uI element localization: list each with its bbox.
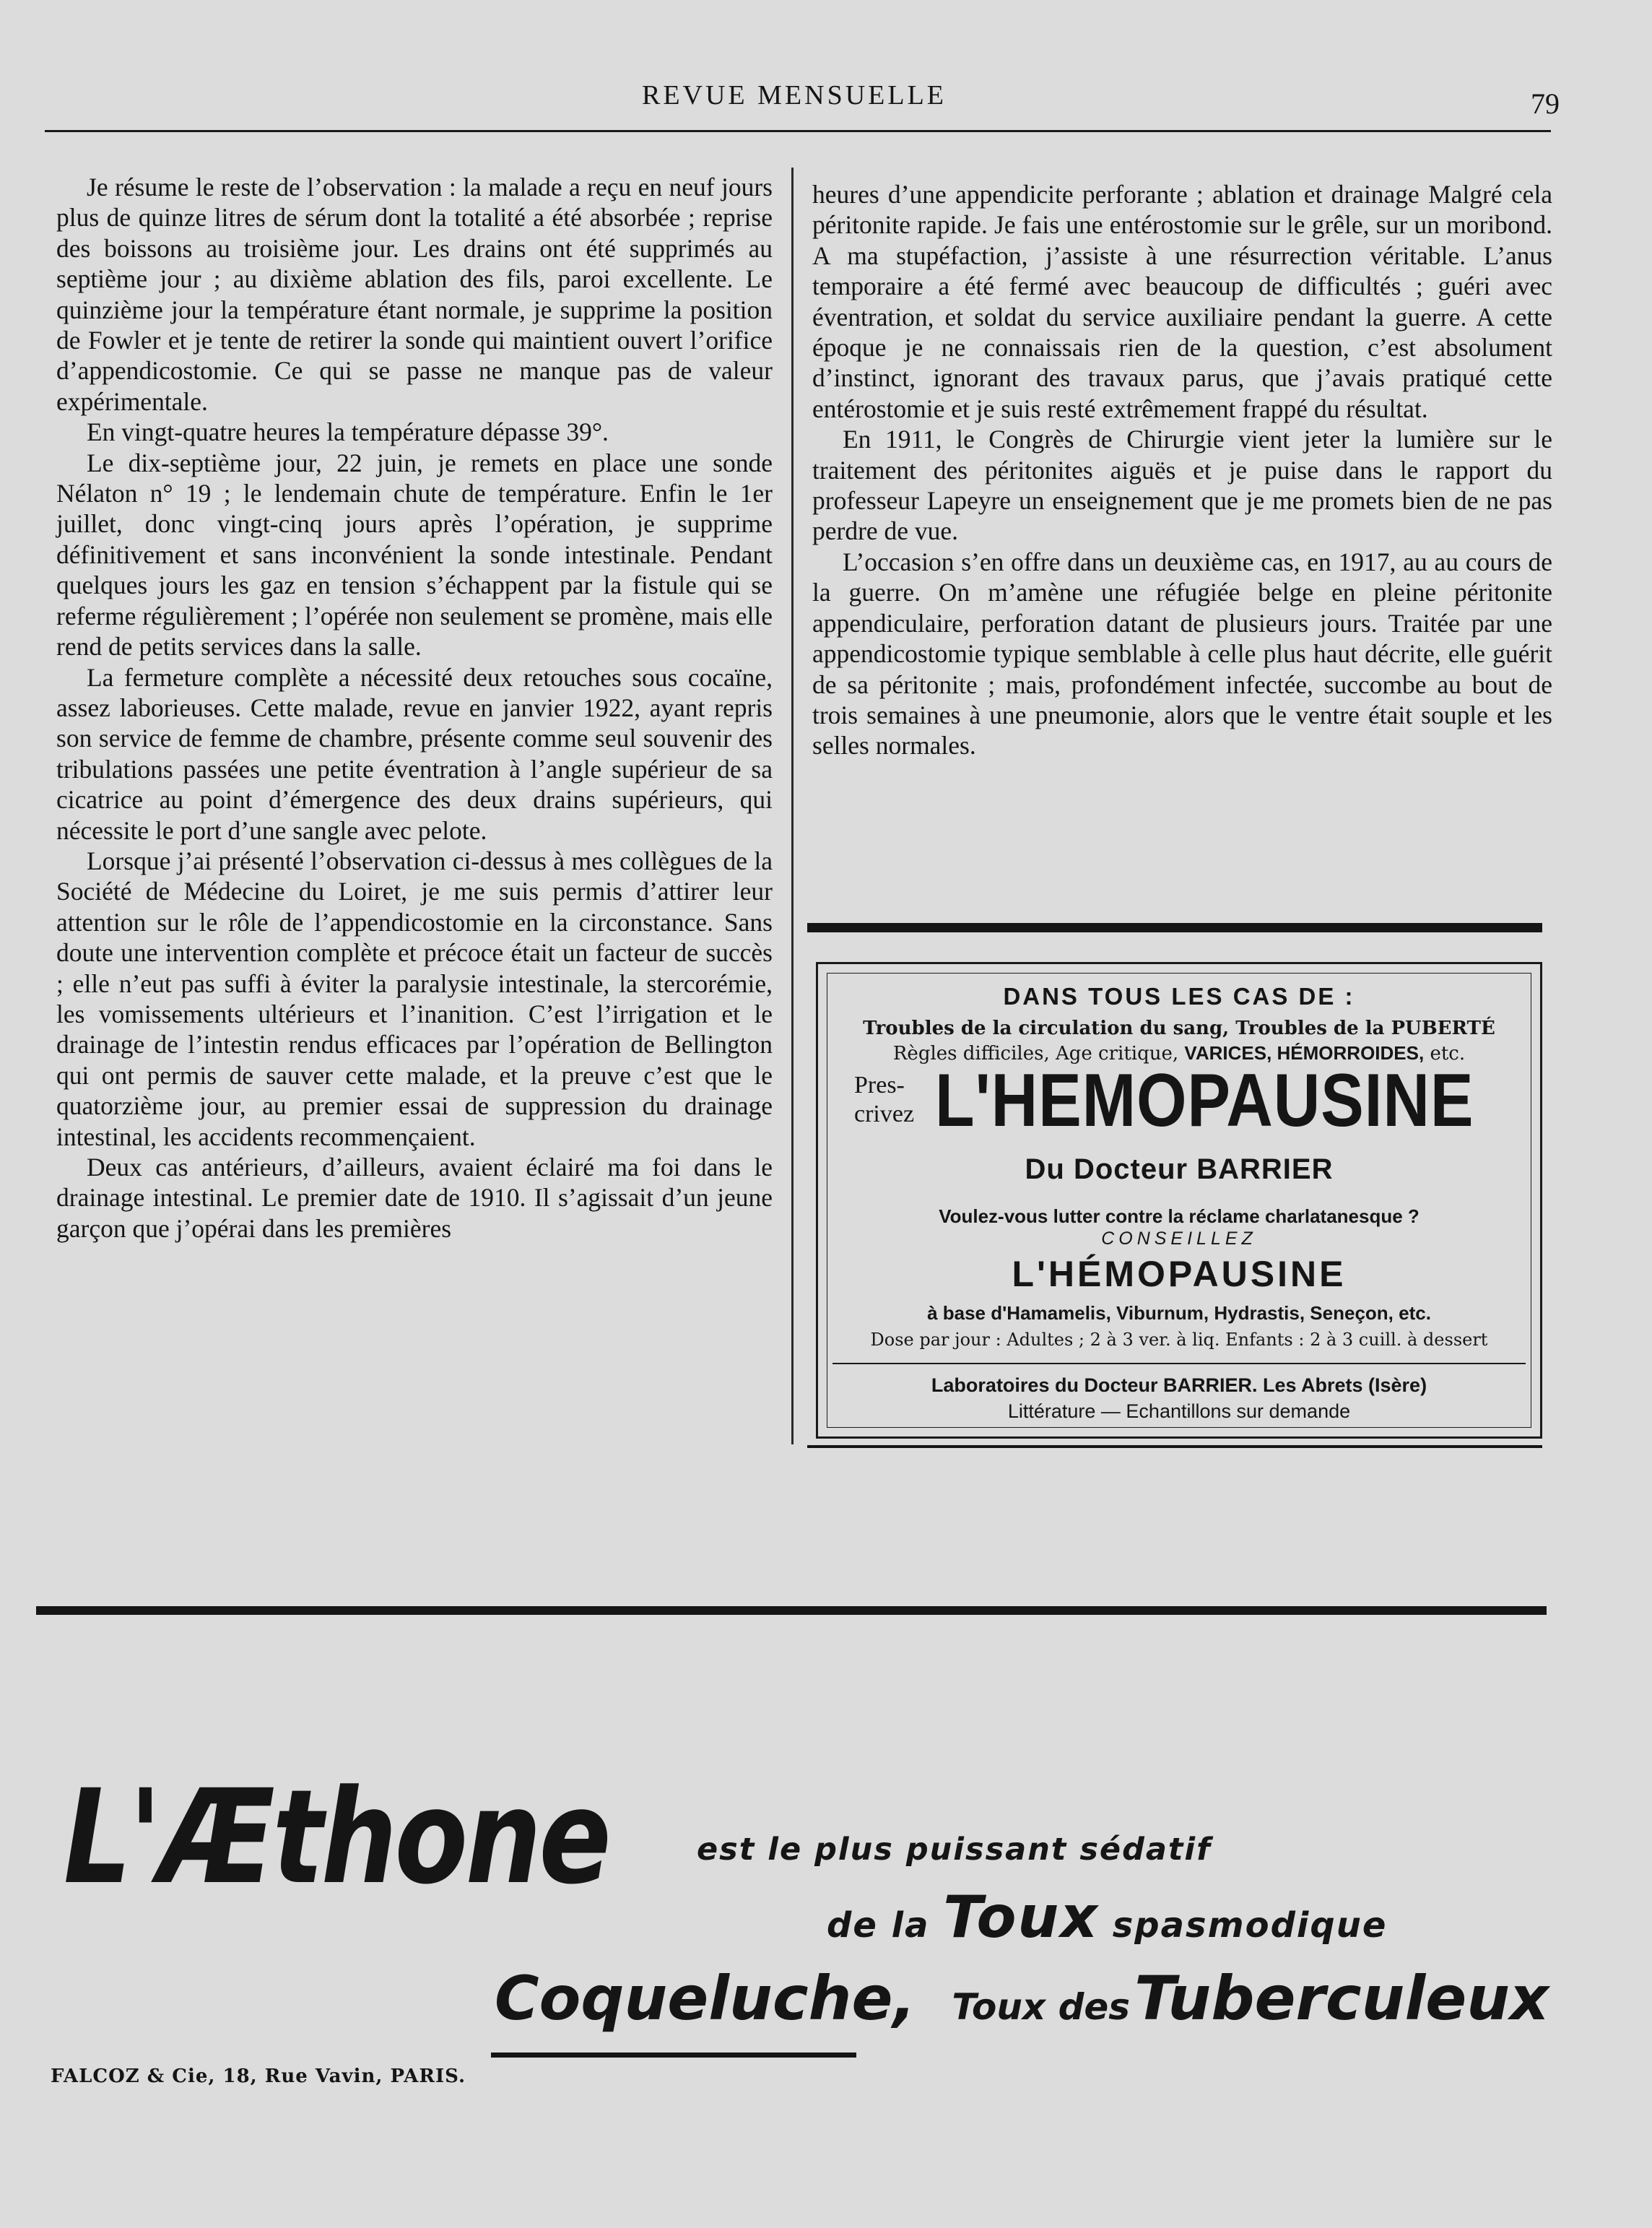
paragraph: Lorsque j’ai présenté l’observation ci-dessus à mes collègues de la Société de Médecine du Loiret, je me suis permis d’attirer leur attention sur le rôle de l’appendicostomie en la circonstance. Sans doute une intervention complète et précoce était un facteur de succès ; elle n’eut pas suffi à éviter la paralysie intestinale, la stercorémie, les vomissements ultérieurs et l’inanition. C’est l’irrigation et le drainage de l’intestin rendus efficaces par l’opération de Bellington qui ont permis de sauver cette malade, et la preuve c’est que le quatorzième jour, au premier essai de suppression du drainage intestinal, les accidents recommençaient. [56, 846, 773, 1151]
ad-brand-name: L'HEMOPAUSINE [935, 1059, 1474, 1143]
section-rule [36, 1606, 1547, 1615]
ad-prescribe-line: Pres- [854, 1072, 905, 1098]
ad-conditions-line: Troubles de la circulation du sang, Troubles de la PUBERTÉ [863, 1018, 1495, 1039]
right-column [812, 179, 1552, 761]
left-column [56, 172, 773, 1244]
ad-inner-border [827, 973, 1531, 1428]
ad-question: Voulez-vous lutter contre la réclame charlatanesque ? [939, 1205, 1420, 1227]
aethone-brand-logo: L'Æthone [64, 1762, 609, 1913]
ad-literature: Littérature — Echantillons sur demande [1007, 1400, 1351, 1422]
aethone-connector: Toux des [952, 1986, 1131, 2028]
page-number: 79 [1531, 87, 1560, 120]
ad-dosage: Dose par jour : Adultes ; 2 à 3 ver. à liq. Enfants : 2 à 3 cuill. à dessert [870, 1330, 1488, 1350]
ad-conditions-prefix: Règles difficiles, Age critique, [892, 1043, 1179, 1065]
paragraph: En 1911, le Congrès de Chirurgie vient jeter la lumière sur le traitement des péritonites aiguës et je puise dans le rapport du professeur Lapeyre un enseignement que je me promets bien de ne pas perdre de vue. [812, 425, 1552, 546]
hemopausine-advertisement [816, 962, 1542, 1439]
paragraph: Deux cas antérieurs, d’ailleurs, avaient éclairé ma foi dans le drainage intestinal. Le premier date de 1910. Il s’agissait d’un jeune garçon que j’opérai dans les premières [56, 1153, 773, 1243]
paragraph: Je résume le reste de l’observation : la malade a reçu en neuf jours plus de quinze litres de sérum dont la totalité a été absorbée ; reprise des boissons au troisième jour. Les drains ont été supprimés au septième jour ; au dixième ablation des fils, paroi excellente. Le quinzième jour la température étant normale, je supprime la position de Fowler et je tente de retirer la sonde qui maintient ouvert l’orifice d’appendicostomie. Ce qui se passe ne manque pas de valeur expérimentale. [56, 173, 773, 416]
paragraph: L’occasion s’en offre dans un deuxième cas, en 1917, au au cours de la guerre. On m’amène une réfugiée belge en pleine péritonite appendiculaire, perforation datant de plusieurs jours. Traitée par une appendicostomie typique semblable à celle plus haut décrite, elle guérit de sa péritonite ; mais, profondément infectée, succombe au bout de trois semaines à une pneumonie, alors que le ventre était souple et les selles normales. [812, 547, 1552, 760]
aethone-tagline-emphasis: Toux [943, 1884, 1099, 1951]
ad-top-rule [807, 923, 1542, 932]
paragraph: heures d’une appendicite perforante ; ablation et drainage Malgré cela péritonite rapide. Je fais une entérostomie sur le grêle, sur un moribond. A ma stupéfaction, j’assiste à une résurrection véritable. L’anus temporaire a été fermé avec beaucoup de difficultés ; guéri avec éventration, et soldat du service auxiliaire pendant la guerre. A cette époque je ne connaissais rien de la question, c’est absolument d’instinct, ignorant des travaux parus, que j’avais pratiqué cette entérostomie et je suis resté extrêmement frappé du résultat. [812, 180, 1552, 423]
aethone-tagline-1: est le plus puissant sédatif [697, 1832, 1212, 1868]
aethone-condition: Tuberculeux [1134, 1963, 1549, 2034]
ad-headline: DANS TOUS LES CAS DE : [1003, 983, 1355, 1010]
header-rule [45, 130, 1551, 132]
ad-conditions-bold: VARICES, HÉMORROIDES, [1184, 1042, 1425, 1064]
aethone-tagline-2 [827, 1884, 1387, 1951]
paragraph: En vingt-quatre heures la température dépasse 39°. [87, 417, 609, 447]
aethone-tagline-prefix: de la [827, 1905, 930, 1946]
paragraph: La fermeture complète a nécessité deux retouches sous cocaïne, assez laborieuses. Cette malade, revue en janvier 1922, ayant repris son service de femme de chambre, présente comme seul souvenir des tribulations passées une petite éventration à l’angle supérieur de sa cicatrice au point d’émergence des deux drains supérieurs, qui nécessite le port d’une sangle avec pelote. [56, 662, 773, 845]
ad-bottom-rule [807, 1445, 1542, 1448]
publisher-imprint: FALCOZ & Cie, 18, Rue Vavin, PARIS. [51, 2066, 466, 2087]
ad-conditions-suffix: etc. [1430, 1043, 1466, 1065]
ad-divider [832, 1363, 1526, 1364]
paragraph: Le dix-septième jour, 22 juin, je remets en place une sonde Nélaton n° 19 ; le lendemain chute de température. Enfin le 1er juillet, donc vingt-cinq jours après l’opération, je supprime définitivement et sans inconvénient la sonde intestinale. Pendant quelques jours les gaz en tension s’échappent par la fistule qui se referme régulièrement ; l’opérée non seulement se promène, mais elle rend de petits services dans la salle. [56, 448, 773, 662]
column-divider [791, 168, 794, 1444]
running-title: REVUE MENSUELLE [641, 80, 947, 110]
ad-conseillez: CONSEILLEZ [1101, 1228, 1257, 1249]
ad-prescribe-line: crivez [854, 1101, 915, 1127]
aethone-tagline-suffix: spasmodique [1112, 1905, 1388, 1946]
aethone-condition: Coqueluche, [495, 1963, 916, 2034]
ad-doctor-line: Du Docteur BARRIER [1025, 1153, 1334, 1185]
ad-brand-name-secondary: L'HÉMOPAUSINE [1012, 1254, 1347, 1294]
ad-ingredients: à base d'Hamamelis, Viburnum, Hydrastis, Seneçon, etc. [927, 1302, 1431, 1324]
ad-laboratories: Laboratoires du Docteur BARRIER. Les Abrets (Isère) [931, 1374, 1427, 1396]
aethone-underline [491, 2053, 856, 2058]
aethone-tagline-3 [495, 1963, 1549, 2034]
